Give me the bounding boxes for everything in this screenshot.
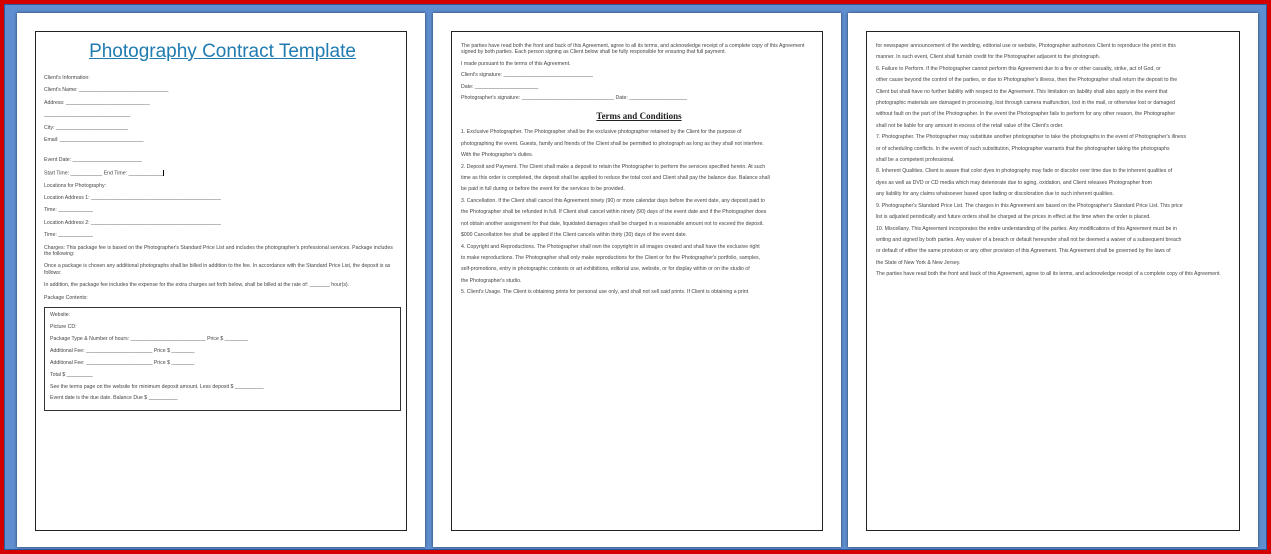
- box-line: Additional Fee: _______________________ Price $ ________: [50, 359, 195, 366]
- box-line: See the terms page on the website for minimum deposit amount. Less deposit $ __________: [50, 383, 264, 390]
- document-viewer: [4, 4, 1267, 550]
- p3-line: Client but shall have no further liability with respect to the Agreement. This limitation on liability shall also apply in the event that: [876, 88, 1168, 95]
- page-3-content: [876, 43, 1234, 283]
- p2-term: photographing the event. Guests, family and friends of the Client shall be permitted to photograph as long as they shall not interfere.: [461, 140, 764, 147]
- p1-line: [44, 170, 401, 177]
- p2-intro: I made pursuant to the terms of this Agreement.: [461, 60, 571, 67]
- p3-line: 6. Failure to Perform. If the Photographer cannot perform this Agreement due to a fire or other casualty, strike, act of God, or: [876, 65, 1161, 72]
- p1-line: City: _________________________: [44, 124, 128, 131]
- p2-term: the Photographer's studio.: [461, 277, 522, 284]
- p2-term: be paid in full during or before the event for the services to be provided.: [461, 186, 625, 193]
- package-box: [44, 307, 401, 411]
- p3-line: or of scheduling conflicts. In the event of such substitution, Photographer warrants that the photographer taking the photographs: [876, 145, 1170, 152]
- p1-line: Location Address 2: _____________________________________________: [44, 219, 221, 226]
- box-line: Picture CD:: [50, 324, 77, 330]
- page-1-content: [44, 41, 401, 411]
- p3-line: 7. Photographer. The Photographer may substitute another photographer to take the photographs in the event of Photographer's illness: [876, 134, 1187, 141]
- box-line: Package Type & Number of hours: __________________________ Price $ ________: [50, 335, 248, 342]
- page-3: [848, 13, 1258, 547]
- p2-term: 4. Copyright and Reproductions. The Photographer shall own the copyright in all images created and shall have the exclusive right: [461, 243, 760, 250]
- box-line: Total $ _________: [50, 371, 93, 378]
- p3-line: shall be a competent professional.: [876, 157, 955, 164]
- p2-term: With the Photographer's duties.: [461, 152, 534, 159]
- p2-term: 5. Client's Usage. The Client is obtaining prints for personal use only, and shall not sell said prints. If Client is obtaining a print: [461, 289, 749, 296]
- p2-term: the Photographer shall be refunded in full. If Client shall cancel within ninety (90) days of the event date and if the Photographer does: [461, 209, 767, 216]
- p2-term: self-promotions, entry in photographic contests or art exhibitions, editorial use, website, or for display within or on the studio of: [461, 266, 750, 273]
- p3-line: the State of New York & New Jersey.: [876, 259, 961, 266]
- p2-term: not obtain another assignment for that date, liquidated damages shall be charged in a reasonable amount not to exceed the deposit.: [461, 220, 764, 227]
- p2-intro: Client's signature: _______________________________: [461, 72, 593, 79]
- p1-time-text: Start Time: ___________ End Time: ____________: [44, 170, 164, 177]
- p3-line: manner. In such event, Client shall furnish credit for the Photographer adjacent to the photograph.: [876, 54, 1101, 61]
- p1-line: Location Address 1: _____________________________________________: [44, 195, 221, 202]
- box-line: Additional Fee: _______________________ Price $ ________: [50, 347, 195, 354]
- p3-line: 8. Inherent Qualities. Client is aware that color dyes in photography may fade or discolor over time due to the inherent qualities of: [876, 168, 1173, 175]
- p2-intro: Date: ______________________: [461, 83, 539, 90]
- p1-line: Client's Name: _______________________________: [44, 87, 169, 94]
- p2-term: time as this order is completed, the deposit shall be applied to reduce the total cost and Client shall pay the balance due. Balance shall: [461, 175, 770, 182]
- p1-line: ______________________________: [44, 112, 131, 119]
- p1-line: In addition, the package fee includes the expense for the extra charges set forth below, shall be billed at the rate of: _______ hour(s).: [44, 282, 350, 289]
- p3-line: 9. Photographer's Standard Price List. The charges in this Agreement are based on the Photographer's Standard Price List. This price: [876, 202, 1183, 209]
- p1-line: Email: _____________________________: [44, 137, 144, 144]
- p1-line: Once a package is chosen any additional photographs shall be billed in addition to the fee. In accordance with the Standard Price List, the deposit is as follows:: [44, 263, 391, 276]
- p1-line: Time: ____________: [44, 207, 93, 214]
- document-title: Photography Contract Template: [89, 41, 356, 62]
- p2-term: to make reproductions. The Photographer shall only make reproductions for the Client or for the Photographer's portfolio, samples,: [461, 254, 761, 261]
- p2-term: 2. Deposit and Payment. The Client shall make a deposit to retain the Photographer to perform the services specified herein. At such: [461, 163, 766, 170]
- p3-line: any liability for any claims whatsoever based upon fading or discoloration due to such inherent qualities.: [876, 191, 1114, 198]
- p2-term: $000 Cancellation fee shall be applied if the Client cancels within thirty (30) days of the event date.: [461, 232, 688, 239]
- p1-line: Event Date: ________________________: [44, 157, 142, 164]
- spacer: [44, 149, 401, 157]
- p1-line: Time: ____________: [44, 232, 93, 239]
- p3-line: other cause beyond the control of the parties, or due to Photographer's illness, then the Photographer shall return the deposit to the: [876, 77, 1178, 84]
- p3-line: for newspaper announcement of the wedding, editorial use or website, Photographer authorizes Client to reproduce the print in this: [876, 43, 1176, 49]
- box-line: Event date is the due date. Balance Due $ __________: [50, 395, 178, 402]
- terms-heading: Terms and Conditions: [596, 111, 682, 122]
- p3-line: list is adjusted periodically and future orders shall be charged at the prices in effect at the time when the order is placed.: [876, 214, 1151, 221]
- text-cursor: [163, 170, 164, 176]
- p3-line: 10. Miscellany. This Agreement incorporates the entire understanding of the parties. Any modifications of this Agreement must be in: [876, 225, 1177, 232]
- p3-line: or default of either the same provision or any other provision of this Agreement. This Agreement shall be governed by the laws of: [876, 248, 1171, 255]
- p3-line: writing and signed by both parties. Any waiver of a breach or default hereunder shall not be deemed a waiver of a subsequent breach: [876, 236, 1182, 243]
- p2-intro: Photographer's signature: ________________________________ Date: ____________________: [461, 95, 687, 102]
- box-line: Website:: [50, 312, 71, 319]
- p3-line: dyes as well as DVD or CD media which may deteriorate due to aging, oxidation, and Client releases Photographer from: [876, 179, 1152, 186]
- p2-term: 1. Exclusive Photographer. The Photographer shall be the exclusive photographer retained by the Client for the purpose of: [461, 129, 742, 136]
- p3-line: The parties have read both the front and back of this Agreement, agree to all its terms, and acknowledge receipt of a complete copy of this Agreement.: [876, 271, 1221, 278]
- p3-line: photographic materials are damaged in processing, lost through camera malfunction, lost in the mail, or otherwise lost or damaged: [876, 100, 1176, 107]
- p3-line: without fault on the part of the Photographer. In the event the Photographer fails to perform for any other reason, the Photographer: [876, 111, 1176, 118]
- page-1: [17, 13, 425, 547]
- p1-line: Locations for Photography:: [44, 182, 107, 189]
- p1-line: Package Contents:: [44, 294, 88, 301]
- page-2-content: [461, 43, 817, 301]
- p3-line: shall not be liable for any amount in excess of the retail value of the Client's order.: [876, 122, 1064, 129]
- p2-intro: The parties have read both the front and back of this Agreement, agree to all its terms, and acknowledge receipt of a complete copy of this Agreement signed by both parties. Each person signing as Client below shall be fully responsible for ensuring that full payment.: [461, 43, 805, 56]
- p1-line: Address: _____________________________: [44, 99, 150, 106]
- p1-line: Client's Information:: [44, 75, 90, 81]
- page-2: [433, 13, 841, 547]
- p1-line: Charges: This package fee is based on the Photographer's Standard Price List and includes the photographer's professional services. Package includes the following:: [44, 244, 393, 258]
- p2-term: 3. Cancellation. If the Client shall cancel this Agreement ninety (90) or more calendar days before the event date, any deposit paid to: [461, 197, 765, 204]
